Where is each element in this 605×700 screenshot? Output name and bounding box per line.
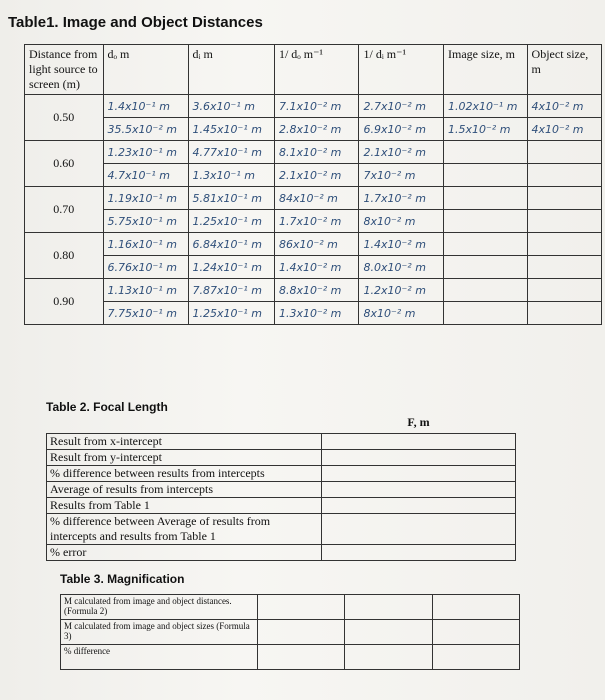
table-row xyxy=(47,466,516,482)
handwritten-value: 1.19x10⁻¹ m xyxy=(103,187,188,210)
handwritten-value: 1.25x10⁻¹ m xyxy=(188,302,274,325)
value-cell[interactable] xyxy=(345,620,432,645)
handwritten-value: 1.3x10⁻² m xyxy=(274,302,359,325)
image-size-cell xyxy=(444,164,528,187)
row-label: Result from y-intercept xyxy=(47,450,322,466)
table-row xyxy=(25,279,602,302)
table-row xyxy=(61,595,520,620)
image-size-cell xyxy=(444,187,528,210)
table-row xyxy=(47,450,516,466)
image-size-cell xyxy=(444,210,528,233)
object-size-cell xyxy=(527,164,601,187)
value-cell[interactable] xyxy=(322,514,516,545)
row-label: % error xyxy=(47,545,322,561)
row-label: % difference between Average of results from intercepts and results from Table 1 xyxy=(47,514,322,545)
handwritten-value: 4.7x10⁻¹ m xyxy=(103,164,188,187)
handwritten-value: 1.7x10⁻² m xyxy=(359,187,444,210)
handwritten-value: 5.81x10⁻¹ m xyxy=(188,187,274,210)
value-cell[interactable] xyxy=(322,450,516,466)
image-size-cell: 1.5x10⁻² m xyxy=(444,118,528,141)
object-size-cell: 4x10⁻² m xyxy=(527,95,601,118)
handwritten-value: 86x10⁻² m xyxy=(274,233,359,256)
row-label: % difference xyxy=(61,645,258,670)
value-cell[interactable] xyxy=(432,595,519,620)
table-row xyxy=(25,210,602,233)
header-do: dₒ m xyxy=(103,45,188,95)
value-cell[interactable] xyxy=(322,498,516,514)
row-label: Result from x-intercept xyxy=(47,434,322,450)
row-label: M calculated from image and object distances. (Formula 2) xyxy=(61,595,258,620)
table3-title: Table 3. Magnification xyxy=(60,572,185,586)
header-distance: Distance from light source to screen (m) xyxy=(25,45,104,95)
image-size-cell xyxy=(444,279,528,302)
value-cell[interactable] xyxy=(258,595,345,620)
handwritten-value: 8x10⁻² m xyxy=(359,302,444,325)
table-row xyxy=(47,482,516,498)
handwritten-value: 6.9x10⁻² m xyxy=(359,118,444,141)
value-cell[interactable] xyxy=(322,434,516,450)
table-row xyxy=(25,141,602,164)
handwritten-value: 1.3x10⁻¹ m xyxy=(188,164,274,187)
handwritten-value: 1.45x10⁻¹ m xyxy=(188,118,274,141)
table-row xyxy=(25,256,602,279)
handwritten-value: 1.25x10⁻¹ m xyxy=(188,210,274,233)
handwritten-value: 1.2x10⁻² m xyxy=(359,279,444,302)
header-inv-do: 1/ dₒ m⁻¹ xyxy=(274,45,359,95)
table-row xyxy=(25,95,602,118)
value-cell[interactable] xyxy=(432,620,519,645)
object-size-cell xyxy=(527,302,601,325)
table-row xyxy=(47,498,516,514)
handwritten-value: 3.6x10⁻¹ m xyxy=(188,95,274,118)
handwritten-value: 2.8x10⁻² m xyxy=(274,118,359,141)
handwritten-value: 2.1x10⁻² m xyxy=(274,164,359,187)
handwritten-value: 2.7x10⁻² m xyxy=(359,95,444,118)
header-object-size: Object size, m xyxy=(527,45,601,95)
table-row xyxy=(47,434,516,450)
value-cell[interactable] xyxy=(322,466,516,482)
value-cell[interactable] xyxy=(322,482,516,498)
image-size-cell xyxy=(444,302,528,325)
handwritten-value: 7.1x10⁻² m xyxy=(274,95,359,118)
handwritten-value: 1.4x10⁻¹ m xyxy=(103,95,188,118)
handwritten-value: 5.75x10⁻¹ m xyxy=(103,210,188,233)
handwritten-value: 1.13x10⁻¹ m xyxy=(103,279,188,302)
handwritten-value: 6.76x10⁻¹ m xyxy=(103,256,188,279)
value-cell[interactable] xyxy=(345,595,432,620)
handwritten-value: 8.1x10⁻² m xyxy=(274,141,359,164)
image-size-cell xyxy=(444,256,528,279)
handwritten-value: 8.0x10⁻² m xyxy=(359,256,444,279)
handwritten-value: 1.4x10⁻² m xyxy=(274,256,359,279)
table-row xyxy=(61,645,520,670)
handwritten-value: 7.87x10⁻¹ m xyxy=(188,279,274,302)
handwritten-value: 1.24x10⁻¹ m xyxy=(188,256,274,279)
handwritten-value: 8x10⁻² m xyxy=(359,210,444,233)
value-cell[interactable] xyxy=(322,545,516,561)
distance-cell: 0.90 xyxy=(25,279,104,325)
handwritten-value: 4.77x10⁻¹ m xyxy=(188,141,274,164)
table-row xyxy=(61,620,520,645)
handwritten-value: 1.7x10⁻² m xyxy=(274,210,359,233)
handwritten-value: 7.75x10⁻¹ m xyxy=(103,302,188,325)
table2-column-header: F, m xyxy=(407,415,430,429)
handwritten-value: 1.16x10⁻¹ m xyxy=(103,233,188,256)
table-row xyxy=(25,164,602,187)
table-row xyxy=(25,118,602,141)
value-cell[interactable] xyxy=(432,645,519,670)
table-row xyxy=(47,514,516,545)
row-label: M calculated from image and object sizes (Formula 3) xyxy=(61,620,258,645)
handwritten-value: 7x10⁻² m xyxy=(359,164,444,187)
object-size-cell xyxy=(527,256,601,279)
table3-magnification xyxy=(60,594,520,670)
image-size-cell xyxy=(444,141,528,164)
handwritten-value: 2.1x10⁻² m xyxy=(359,141,444,164)
table1-distances xyxy=(24,44,602,325)
row-label: % difference between results from intercepts xyxy=(47,466,322,482)
table-row xyxy=(25,187,602,210)
handwritten-value: 35.5x10⁻² m xyxy=(103,118,188,141)
table-row xyxy=(47,545,516,561)
row-label: Results from Table 1 xyxy=(47,498,322,514)
image-size-cell: 1.02x10⁻¹ m xyxy=(444,95,528,118)
value-cell[interactable] xyxy=(258,620,345,645)
table2-focal-length xyxy=(46,415,516,561)
distance-cell: 0.70 xyxy=(25,187,104,233)
distance-cell: 0.50 xyxy=(25,95,104,141)
table-row xyxy=(25,302,602,325)
object-size-cell xyxy=(527,279,601,302)
row-label: Average of results from intercepts xyxy=(47,482,322,498)
object-size-cell xyxy=(527,210,601,233)
handwritten-value: 8.8x10⁻² m xyxy=(274,279,359,302)
header-di: dᵢ m xyxy=(188,45,274,95)
handwritten-value: 6.84x10⁻¹ m xyxy=(188,233,274,256)
handwritten-value: 1.4x10⁻² m xyxy=(359,233,444,256)
header-image-size: Image size, m xyxy=(444,45,528,95)
table2-title: Table 2. Focal Length xyxy=(46,400,168,414)
table1-title: Table1. Image and Object Distances xyxy=(8,14,263,31)
image-size-cell xyxy=(444,233,528,256)
handwritten-value: 1.23x10⁻¹ m xyxy=(103,141,188,164)
object-size-cell xyxy=(527,233,601,256)
table2-blank-header xyxy=(47,415,322,434)
object-size-cell xyxy=(527,141,601,164)
header-inv-di: 1/ dᵢ m⁻¹ xyxy=(359,45,444,95)
object-size-cell: 4x10⁻² m xyxy=(527,118,601,141)
distance-cell: 0.60 xyxy=(25,141,104,187)
distance-cell: 0.80 xyxy=(25,233,104,279)
handwritten-value: 84x10⁻² m xyxy=(274,187,359,210)
table-row xyxy=(25,233,602,256)
object-size-cell xyxy=(527,187,601,210)
value-cell[interactable] xyxy=(345,645,432,670)
value-cell[interactable] xyxy=(258,645,345,670)
